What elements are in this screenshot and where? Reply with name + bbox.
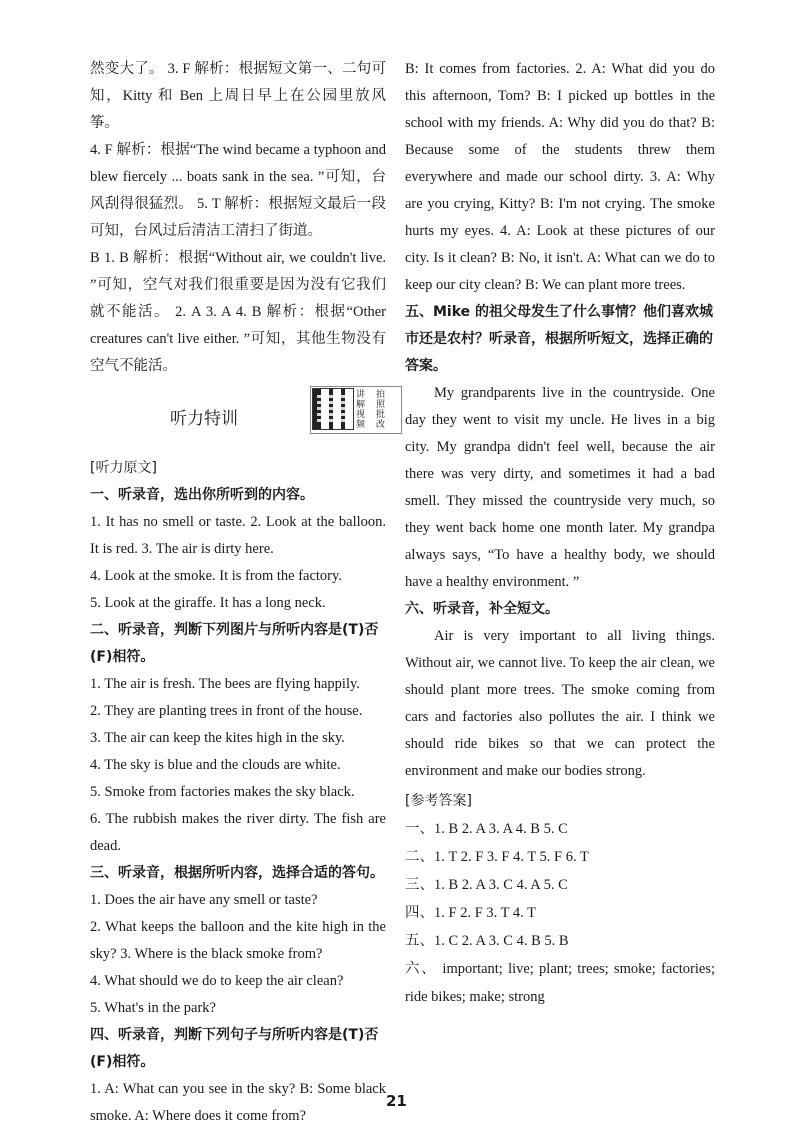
transcript-line: 5. What's in the park? — [90, 1000, 216, 1016]
transcript-line: 1. The air is fresh. The bees are flying happily. — [90, 676, 360, 692]
answer-text: 然变大了。 3. F 解析：根据短文第一、二句可知，Kitty 和 Ben 上周日早上在公园里放风筝。 — [90, 61, 386, 131]
transcript-line: 1. It has no smell or taste. 2. Look at the balloon. It is red. 3. The air is dirty here. — [90, 514, 386, 557]
part3-heading: 三、听录音，根据所听内容，选择合适的答句。 — [90, 865, 384, 881]
answer-row: 三、1. B 2. A 3. C 4. A 5. C — [405, 877, 568, 893]
qr-code-icon[interactable] — [312, 388, 354, 430]
answers-tag: [参考答案] — [405, 793, 472, 809]
transcript-line: 4. The sky is blue and the clouds are white. — [90, 757, 341, 773]
section-title: 听力特训 — [170, 409, 238, 429]
qr-label: 讲 拍 解 照 视 批 频 改 — [356, 390, 386, 430]
section-header — [90, 388, 386, 450]
transcript-line: 4. Look at the smoke. It is from the factory. — [90, 568, 342, 584]
part6-heading: 六、听录音，补全短文。 — [405, 601, 559, 617]
answer-text: B 1. B 解析：根据“Without air, we couldn't live. ”可知，空气对我们很重要是因为没有它我们就不能活。 2. A 3. A 4. B 解析：根据“Other creatures can't live either. ”可知，其他生物没有空气不能活。 — [90, 250, 386, 374]
answer-row: 六、 important; live; plant; trees; smoke; factories; ride bikes; make; strong — [405, 961, 715, 1005]
answer-row: 一、1. B 2. A 3. A 4. B 5. C — [405, 821, 568, 837]
part2-heading: 二、听录音，判断下列图片与所听内容是(T)否(F)相符。 — [90, 622, 379, 665]
part4-heading: 四、听录音，判断下列句子与所听内容是(T)否(F)相符。 — [90, 1027, 379, 1070]
transcript-line: 2. They are planting trees in front of the house. — [90, 703, 363, 719]
transcript-paragraph: Air is very important to all living things. Without air, we cannot live. To keep the air clean, we should plant more trees. The smoke coming from cars and factories also pollutes the air. I think we should ride bikes so that we can protect the environment and make our bodies strong. — [405, 628, 715, 779]
part5-heading: 五、Mike 的祖父母发生了什么事情？他们喜欢城市还是农村？听录音，根据所听短文，选择正确的答案。 — [405, 304, 714, 374]
page-number: 21 — [386, 1092, 407, 1110]
part1-heading: 一、听录音，选出你所听到的内容。 — [90, 487, 314, 503]
transcript-paragraph: My grandparents live in the countryside. One day they went to visit my uncle. He lives in a big city. My grandpa didn't feel well, because the air there was very dirty, and sometimes it had a bad smell. They missed the countryside very much, so they went back home one month later. My grandpa always says, “To have a healthy body, we should have a healthy environment. ” — [405, 385, 715, 590]
transcript-line: 4. What should we do to keep the air clean? — [90, 973, 344, 989]
answer-text: 4. F 解析：根据“The wind became a typhoon and blew fiercely ... boats sank in the sea. ”可知，台风刮得很猛烈。 5. T 解析：根据短文最后一段可知，台风过后清洁工清扫了街道。 — [90, 142, 386, 239]
transcript-line: 5. Look at the giraffe. It has a long neck. — [90, 595, 326, 611]
transcript-line: 3. The air can keep the kites high in the sky. — [90, 730, 345, 746]
right-column — [405, 56, 715, 1011]
answer-key — [405, 815, 715, 1011]
answer-row: 二、1. T 2. F 3. F 4. T 5. F 6. T — [405, 849, 589, 865]
left-column — [90, 56, 386, 1130]
transcript-paragraph: B: It comes from factories. 2. A: What did you do this afternoon, Tom? B: I picked up bottles in the school with my friends. A: Why did you do that? B: Because some of the students threw them everywhere and made our school dirty. 3. A: Why are you crying, Kitty? B: I'm not crying. The smoke hurts my eyes. 4. A: Look at these pictures of our city. Is it clean? B: No, it isn't. A: What can we do to keep our city clean? B: We can plant more trees. — [405, 61, 715, 293]
transcript-line: 1. Does the air have any smell or taste? — [90, 892, 318, 908]
transcript-line: 5. Smoke from factories makes the sky black. — [90, 784, 355, 800]
transcript-line: 1. A: What can you see in the sky? B: Some black smoke. A: Where does it come from? — [90, 1081, 386, 1124]
answer-row: 五、1. C 2. A 3. C 4. B 5. B — [405, 933, 569, 949]
transcript-line: 2. What keeps the balloon and the kite high in the sky? 3. Where is the black smoke from? — [90, 919, 386, 962]
answer-row: 四、1. F 2. F 3. T 4. T — [405, 905, 536, 921]
transcript-line: 6. The rubbish makes the river dirty. The fish are dead. — [90, 811, 386, 854]
transcript-tag: [听力原文] — [90, 460, 157, 476]
